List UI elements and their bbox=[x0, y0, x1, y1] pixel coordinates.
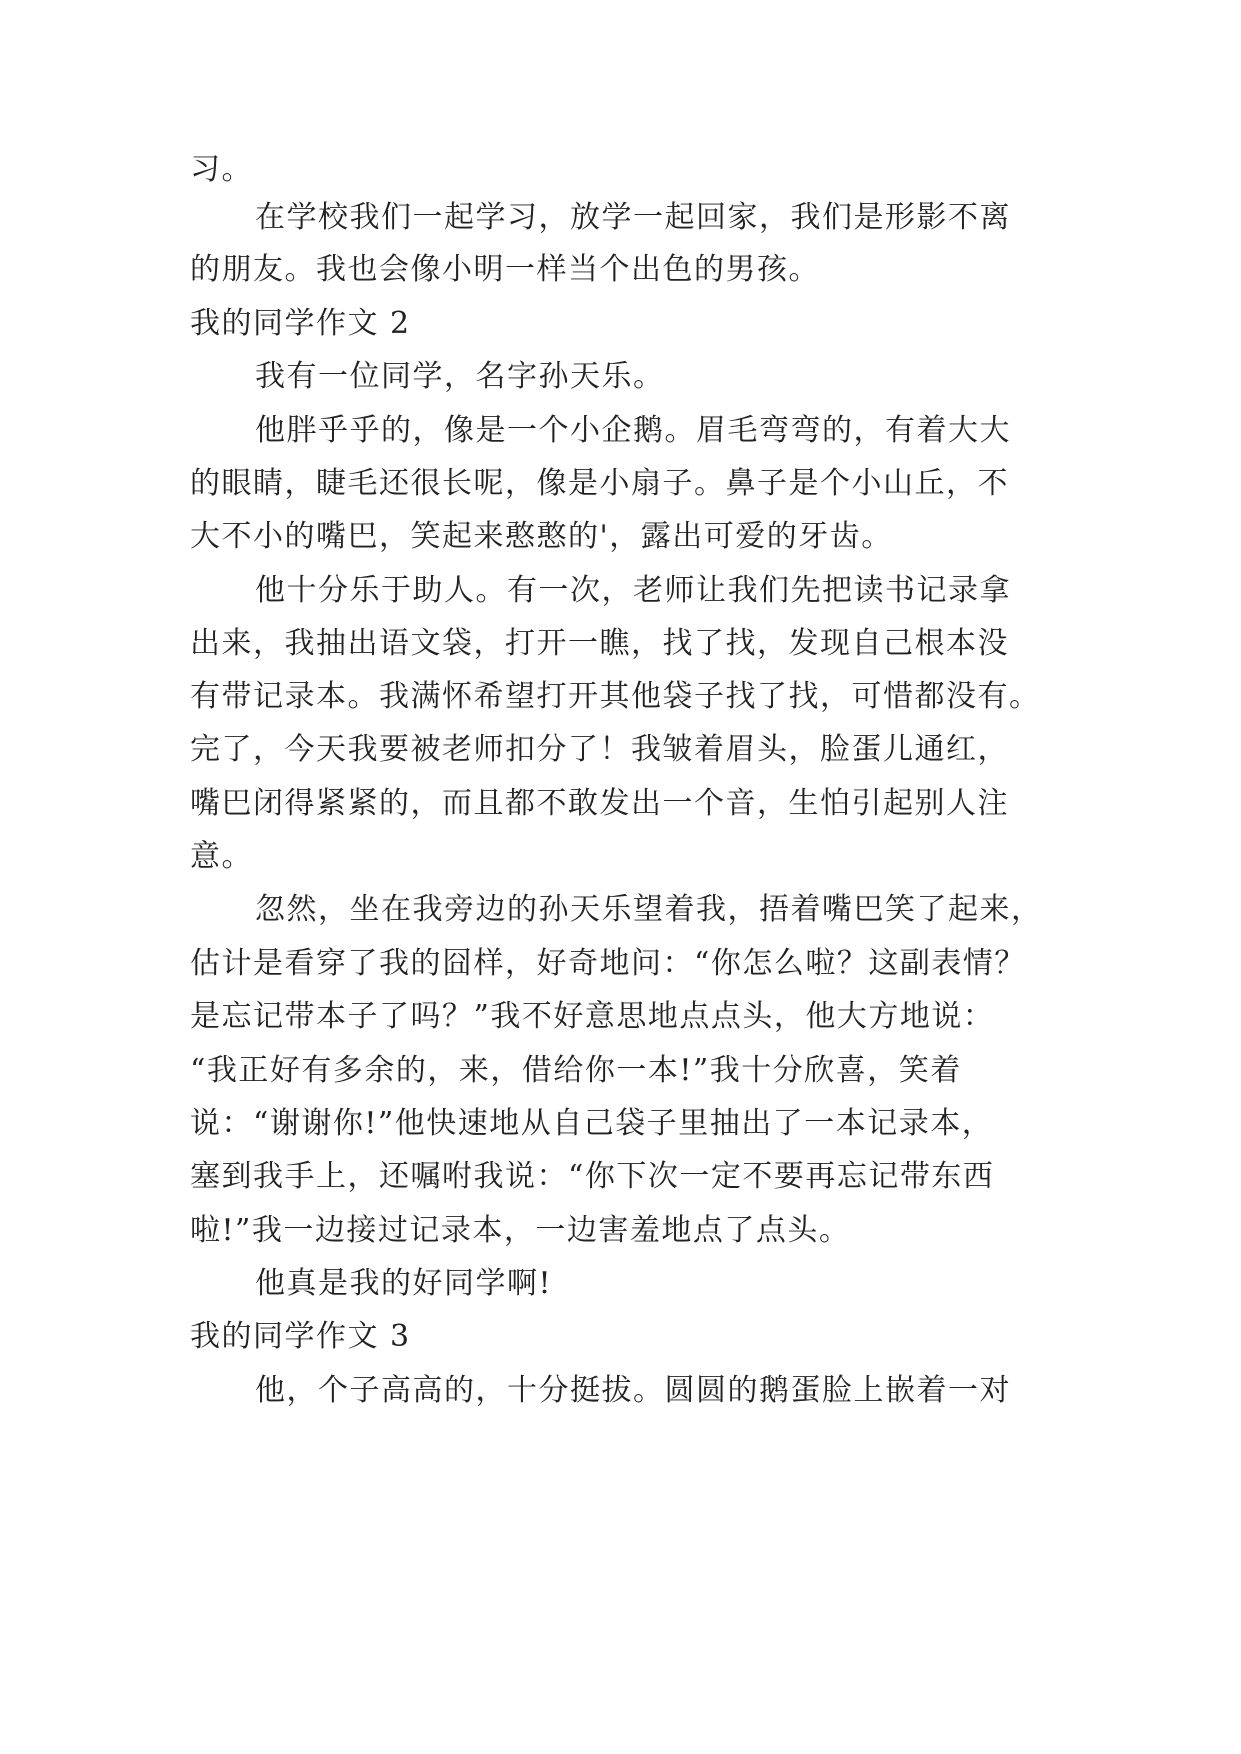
text-line: 他真是我的好同学啊! bbox=[255, 1266, 553, 1301]
text-line: 大不小的嘴巴，笑起来憨憨的'，露出可爱的牙齿。 bbox=[190, 519, 893, 554]
text-line: 他胖乎乎的，像是一个小企鹅。眉毛弯弯的，有着大大 bbox=[255, 413, 1011, 448]
text-line: 意。 bbox=[190, 839, 253, 874]
text-line: “我正好有多余的，来，借给你一本!”我十分欣喜，笑着 bbox=[190, 1053, 962, 1088]
text-line: 在学校我们一起学习，放学一起回家，我们是形影不离 bbox=[255, 200, 1011, 235]
text-line: 是忘记带本子了吗？”我不好意思地点点头，他大方地说： bbox=[190, 999, 995, 1034]
text-line: 估计是看穿了我的囧样，好奇地问：“你怎么啦？这副表情？ bbox=[190, 946, 1026, 981]
text-line: 习。 bbox=[190, 152, 253, 187]
text-line: 忽然，坐在我旁边的孙天乐望着我，捂着嘴巴笑了起来， bbox=[255, 892, 1043, 927]
text-line: 的朋友。我也会像小明一样当个出色的男孩。 bbox=[190, 252, 820, 287]
text-line: 说：“谢谢你!”他快速地从自己袋子里抽出了一本记录本， bbox=[190, 1106, 994, 1141]
text-line: 的眼睛，睫毛还很长呢，像是小扇子。鼻子是个小山丘，不 bbox=[190, 466, 1009, 501]
text-line: 他，个子高高的，十分挺拔。圆圆的鹅蛋脸上嵌着一对 bbox=[255, 1373, 1011, 1408]
section-heading: 我的同学作文 3 bbox=[190, 1319, 411, 1354]
text-line: 完了，今天我要被老师扣分了！我皱着眉头，脸蛋儿通红， bbox=[190, 732, 1009, 767]
text-line: 有带记录本。我满怀希望打开其他袋子找了找，可惜都没有。 bbox=[190, 679, 1041, 714]
text-line: 他十分乐于助人。有一次，老师让我们先把读书记录拿 bbox=[255, 573, 1011, 608]
text-line: 出来，我抽出语文袋，打开一瞧，找了找，发现自己根本没 bbox=[190, 626, 1009, 661]
section-heading: 我的同学作文 2 bbox=[190, 306, 411, 341]
text-line: 我有一位同学，名字孙天乐。 bbox=[255, 359, 665, 394]
text-line: 啦!”我一边接过记录本，一边害羞地点了点头。 bbox=[190, 1213, 851, 1248]
text-line: 嘴巴闭得紧紧的，而且都不敢发出一个音，生怕引起别人注 bbox=[190, 786, 1009, 821]
text-line: 塞到我手上，还嘱咐我说：“你下次一定不要再忘记带东西 bbox=[190, 1159, 995, 1194]
